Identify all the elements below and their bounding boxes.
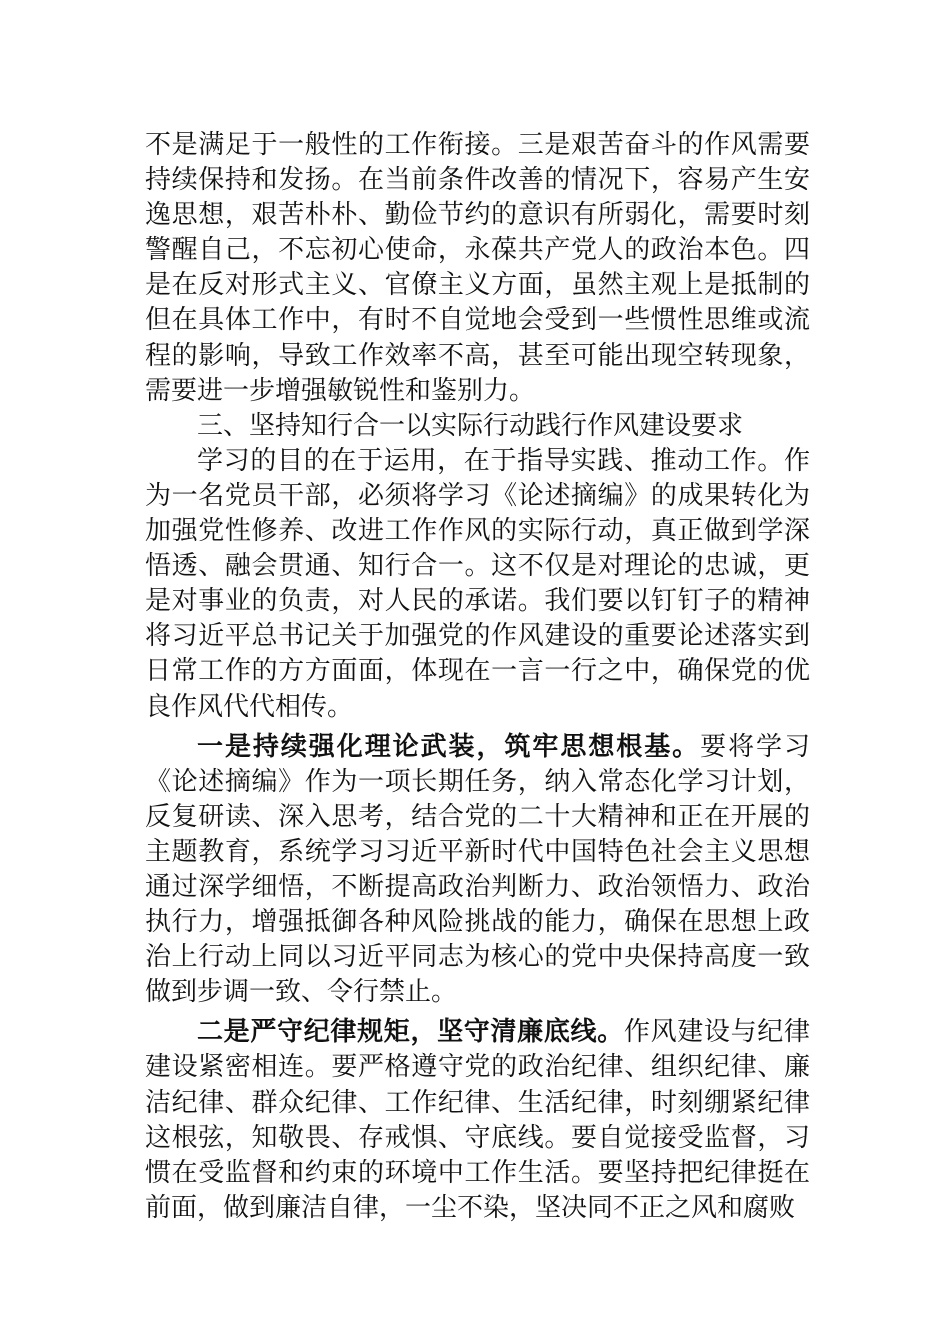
point-two-paragraph xyxy=(145,1015,810,1226)
section-heading: 三、坚持知行合一以实际行动践行作风建设要求 xyxy=(197,410,744,441)
point-two-lead: 二是严守纪律规矩，坚守清廉底线。 xyxy=(197,1017,624,1048)
point-one-paragraph xyxy=(145,730,810,1011)
point-one-text: 要将学习《论述摘编》作为一项长期任务，纳入常态化学习计划，反复研读、深入思考，结合党的二十大精神和正在开展的主题教育，系统学习习近平新时代中国特色社会主义思想通过深学细悟，不断提高政治判断力、政治领悟力、政治执行力，增强抵御各种风险挑战的能力，确保在思想上政治上行动上同以习近平同志为核心的党中央保持高度一致做到步调一致、令行禁止。 xyxy=(145,731,810,1008)
point-one-lead: 一是持续强化理论武装，筑牢思想根基。 xyxy=(197,731,701,762)
continued-paragraph: 不是满足于一般性的工作衔接。三是艰苦奋斗的作风需要持续保持和发扬。在当前条件改善的情况下，容易产生安逸思想，艰苦朴朴、勤俭节约的意识有所弱化，需要时刻警醒自己，不忘初心使命，永葆共产党人的政治本色。四是在反对形式主义、官僚主义方面，虽然主观上是抵制的但在具体工作中，有时不自觉地会受到一些惯性思维或流程的影响，导致工作效率不高，甚至可能出现空转现象，需要进一步增强敏锐性和鉴别力。 xyxy=(145,130,810,406)
point-two-text: 作风建设与纪律建设紧密相连。要严格遵守党的政治纪律、组织纪律、廉洁纪律、群众纪律、工作纪律、生活纪律，时刻绷紧纪律这根弦，知敬畏、存戒惧、守底线。要自觉接受监督，习惯在受监督和约束的环境中工作生活。要坚持把纪律挺在前面，做到廉洁自律，一尘不染，坚决同不正之风和腐败 xyxy=(145,1017,810,1223)
intro-paragraph: 学习的目的在于运用，在于指导实践、推动工作。作为一名党员干部，必须将学习《论述摘编》的成果转化为加强党性修养、改进工作作风的实际行动，真正做到学深悟透、融会贯通、知行合一。这不仅是对理论的忠诚，更是对事业的负责，对人民的承诺。我们要以钉钉子的精神将习近平总书记关于加强党的作风建设的重要论述落实到日常工作的方方面面，体现在一言一行之中，确保党的优良作风代代相传。 xyxy=(145,445,810,722)
document-body xyxy=(145,128,810,1226)
